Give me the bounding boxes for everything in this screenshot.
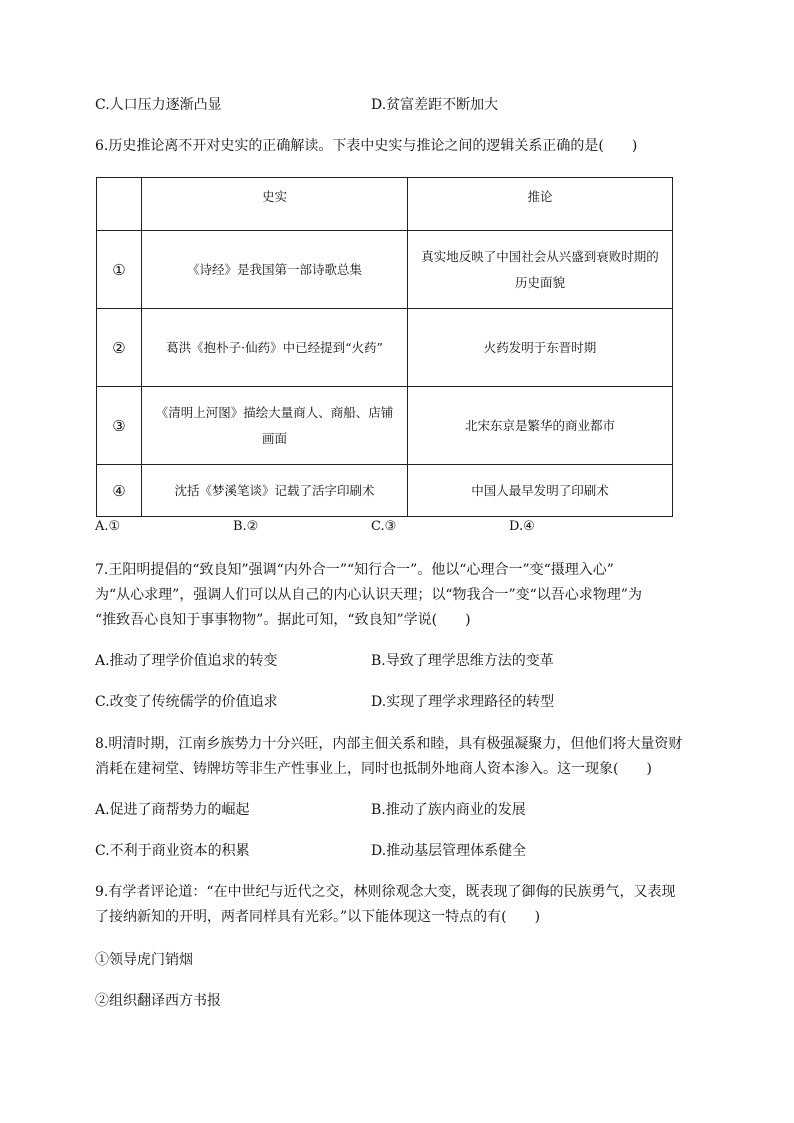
table-row bbox=[97, 387, 673, 465]
q6-option-b: B.② bbox=[233, 519, 259, 534]
q6-table bbox=[96, 177, 673, 517]
q8-stem-line1: 8.明清时期，江南乡族势力十分兴旺，内部主佃关系和睦，具有极强凝聚力，但他们将大量资财 bbox=[95, 736, 683, 752]
table-header-fact: 史实 bbox=[142, 178, 408, 231]
q8-stem-line2: 消耗在建祠堂、铸牌坊等非生产性事业上，同时也抵制外地商人资本渗入。这一现象( ) bbox=[95, 761, 652, 777]
q8-option-d: D.推动基层管理体系健全 bbox=[371, 843, 527, 859]
table-header-index bbox=[97, 178, 142, 231]
q7-option-c: C.改变了传统儒学的价值追求 bbox=[95, 694, 278, 710]
q8-option-b: B.推动了族内商业的发展 bbox=[371, 802, 526, 818]
table-header-inference: 推论 bbox=[408, 178, 673, 231]
table-row bbox=[97, 231, 673, 309]
table-header-row bbox=[97, 178, 673, 231]
q8-option-c: C.不利于商业资本的积累 bbox=[95, 843, 250, 859]
q6-option-c: C.③ bbox=[371, 519, 397, 534]
q9-stem-line1: 9.有学者评论道：“在中世纪与近代之交，林则徐观念大变，既表现了御侮的民族勇气，又表现 bbox=[95, 884, 676, 900]
row-index: ④ bbox=[97, 465, 142, 517]
q8-option-a: A.促进了商帮势力的崛起 bbox=[95, 802, 250, 818]
row-inference: 火药发明于东晋时期 bbox=[408, 309, 673, 387]
table-row bbox=[97, 309, 673, 387]
row-inference: 北宋东京是繁华的商业都市 bbox=[408, 387, 673, 465]
q7-option-d: D.实现了理学求理路径的转型 bbox=[371, 694, 555, 710]
q7-stem-line3: “推致吾心良知于事事物物”。据此可知，“致良知”学说( ) bbox=[95, 612, 471, 628]
q7-option-a: A.推动了理学价值追求的转变 bbox=[95, 653, 278, 669]
q6-option-a: A.① bbox=[95, 519, 121, 534]
q7-option-b: B.导致了理学思维方法的变革 bbox=[371, 653, 554, 669]
row-fact: 沈括《梦溪笔谈》记载了活字印刷术 bbox=[142, 465, 408, 517]
row-inference: 真实地反映了中国社会从兴盛到衰败时期的历史面貌 bbox=[408, 231, 673, 309]
q7-stem-line2: 为“从心求理”，强调人们可以从自己的内心认识天理；以“物我合一”变“以吾心求物理”为 bbox=[95, 587, 642, 603]
row-fact: 《诗经》是我国第一部诗歌总集 bbox=[142, 231, 408, 309]
row-fact: 《清明上河图》描绘大量商人、商船、店铺画面 bbox=[142, 387, 408, 465]
q9-item-2: ②组织翻译西方书报 bbox=[95, 993, 221, 1009]
q9-item-1: ①领导虎门销烟 bbox=[95, 952, 193, 968]
q5-option-c: C.人口压力逐渐凸显 bbox=[95, 97, 222, 113]
row-index: ① bbox=[97, 231, 142, 309]
q6-option-d: D.④ bbox=[509, 519, 535, 534]
row-index: ② bbox=[97, 309, 142, 387]
q6-stem: 6.历史推论离不开对史实的正确解读。下表中史实与推论之间的逻辑关系正确的是( ) bbox=[95, 138, 638, 154]
table-row bbox=[97, 465, 673, 517]
q5-option-d: D.贫富差距不断加大 bbox=[371, 97, 499, 113]
q7-stem-line1: 7.王阳明提倡的“致良知”强调“内外合一”“知行合一”。他以“心理合一”变“摄理入心” bbox=[95, 562, 614, 578]
row-inference: 中国人最早发明了印刷术 bbox=[408, 465, 673, 517]
row-index: ③ bbox=[97, 387, 142, 465]
row-fact: 葛洪《抱朴子·仙药》中已经提到“火药” bbox=[142, 309, 408, 387]
q9-stem-line2: 了接纳新知的开明，两者同样具有光彩。”以下能体现这一特点的有( ) bbox=[95, 909, 541, 925]
